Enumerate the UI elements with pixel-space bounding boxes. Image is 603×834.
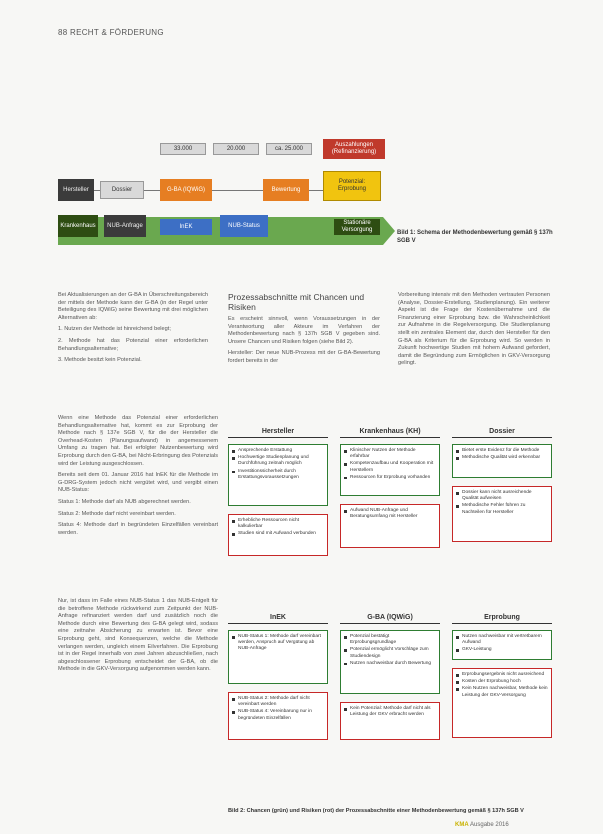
bullet-item: Nutzen nachweisbar mit vertretbarem Aufwand <box>462 634 548 646</box>
bullet-item: Kein Nutzen nachweisbar, Methode kein Leistung der GKV-Versorgung <box>462 686 548 698</box>
bullet-item: Methodische Fehler führen zu Nachteilen für Hersteller <box>462 503 548 515</box>
paragraph: Bereits seit dem 01. Januar 2016 hat InEK für die Methode im G-DRG-System jedoch nicht vergütet wird, und vergibt einen NUB-Status: <box>58 472 218 494</box>
bullet-item: NUB-Status 2: Methode darf nicht vereinbart werden <box>238 696 324 708</box>
assessment-box: Bewertung <box>263 179 309 201</box>
paragraph: Wenn eine Methode das Potenzial einer erforderlichen Behandlungsalternative hat, kommt es zur Erprobung der Methode nach § 137e SGB V, für die der Hersteller die Overhead-Kosten (Planungsaufwand) in angemessenem Umfang zu tragen hat. Bei erfolgter Nutzenbewertung wird Erprobung durch den G-BA, bei Nicht-Erbringung des Potenzials wird der Leistung ausgeschlossen. <box>58 415 218 467</box>
paragraph: Nur, ist dass im Falle eines NUB-Status 1 das NUB-Entgelt für die betroffene Methode rückwirkend zum Zeitpunkt der NUB-Anfrage refinanziert werden darf und zusätzlich noch die Methode durch eine Bewertung des G-BA gelegt wird, sodass eine zeitnahe Absicherung zu erwarten ist. Bevor eine Erprobung geht, sind Konsequenzen, welche die Methode verlangen werden, ungleich einem Eilverfahren. Die Erprobung ist in der Regel innerhalb von zwei Jahren abzuschließen, nach abgeschlossener Erprobung entscheidet der G-BA, ob die Methode in die GKV-Versorgung aufgenommen werden kann. <box>58 598 218 673</box>
list-item: Status 1: Methode darf als NUB abgerechnet werden. <box>58 498 191 505</box>
section-heading: Prozessabschnitte mit Chancen und Risiken <box>228 292 365 312</box>
risks-box <box>452 668 552 738</box>
list-item: 2. Methode hat das Potenzial einer erforderlichen Behandlungsalternative; <box>58 337 208 352</box>
arrow <box>212 190 263 191</box>
column-1-conclusion <box>58 598 218 678</box>
bullet-item: Investitionssicherheit durch Erstattungsvoraussetzungen <box>238 469 324 481</box>
bullet-item: Bietet erste Evidenz für die Methode <box>462 448 548 454</box>
arrow <box>144 190 160 191</box>
amount-box-3: ca. 25.000 <box>266 143 312 155</box>
bullet-item: Ansprechende Erstattung <box>238 448 324 454</box>
manufacturer-box: Hersteller <box>58 179 94 201</box>
figure-1-caption: Bild 1: Schema der Methodenbewertung gemäß § 137h SGB V <box>397 230 553 244</box>
column-1-status <box>58 415 218 541</box>
bullet-item: Erprobungsergebnis nicht ausreichend <box>462 672 548 678</box>
bullet-item: Potenzial ermöglicht Vorschläge zum Studiendesign <box>350 647 436 659</box>
risks-box <box>452 486 552 542</box>
paragraph: Es erscheint sinnvoll, wenn Voraussetzungen in der Verantwortung aller Akteure im Verfahren der Methodenbewertung nach § 137h SGB V gegeben sind. Unsere Chancen und Risiken folgen (siehe Bild 2). <box>228 316 380 345</box>
bullet-item: Kompetenzaufbau und Kooperation mit Herstellern <box>350 461 436 473</box>
paragraph: Hersteller: Der neue NUB-Prozess mit der G-BA-Bewertung fordert bereits in der <box>228 350 380 364</box>
figure-2-header-dossier: Dossier <box>452 428 552 438</box>
bullet-item: Nutzen nachweisbar durch Bewertung <box>350 661 436 667</box>
bullet-item: Hochwertige Studienplanung und Durchführung zeitnah möglich <box>238 455 324 467</box>
arrow <box>94 190 100 191</box>
bullet-item: Aufwand NUB-Anfrage und Beratungsumfang mit Hersteller <box>350 508 436 520</box>
dossier-box: Dossier <box>100 181 144 199</box>
risks-box <box>340 504 440 548</box>
amount-box-1: 33.000 <box>160 143 206 155</box>
list-item: Status 2: Methode darf nicht vereinbart werden. <box>58 510 176 517</box>
inek-box: InEK <box>160 219 212 235</box>
figure-2 <box>228 428 552 808</box>
nub-status-box: NUB-Status <box>220 215 268 237</box>
opportunities-box <box>340 444 440 496</box>
bullet-item: Methodische Qualität wird erkennbar <box>462 455 548 461</box>
column-2 <box>228 292 380 370</box>
gba-box: G-BA (IQWiG) <box>160 179 212 201</box>
list-item: 3. Methode besitzt kein Potenzial. <box>58 357 142 364</box>
bullet-item: Klinischer Nutzen der Methode erfahrbar <box>350 448 436 460</box>
bullet-item: Kosten der Erprobung hoch <box>462 679 548 685</box>
bullet-item: Kein Potenzial: Methode darf nicht als Leistung der GKV erbracht werden <box>350 706 436 718</box>
page-header: 88 RECHT & FÖRDERUNG <box>58 28 164 37</box>
care-band-arrow-icon <box>383 217 395 245</box>
opportunities-box <box>340 630 440 694</box>
footer-brand: KMA <box>455 822 469 828</box>
trial-box: Potenzial: Erprobung <box>323 171 381 201</box>
arrow <box>309 190 323 191</box>
list-item: 1. Nutzen der Methode ist hinreichend belegt; <box>58 326 171 333</box>
inpatient-care-box: Stationäre Versorgung <box>334 219 380 235</box>
paragraph: Vorbereitung intensiv mit den Methoden vertrauten Personen (Analyse, Dossier-Erstellung, Studienplanung). Ein weiterer Aspekt ist die Frage der Kostenübernahme und die Finanzierung einer Erprobung bzw. die Wahrscheinlichkeit zur Aufnahme in die Regelversorgung. Die Studienplanung stellt ein zentrales Element dar, durch den Hersteller für den G-BA als Kriterium für die Erprobung wird. So werden in Zukunft hochwertige Studien mit hohem Aufwand gefordert, damit die Begründung zum Ermöglichen in GKV-Versorgung gelingt. <box>398 292 550 367</box>
bullet-item: Studien sind mit Aufwand verbunden <box>238 531 324 537</box>
risks-box <box>228 514 328 556</box>
figure-2-header-hospital: Krankenhaus (KH) <box>340 428 440 438</box>
bullet-item: Ressourcen für Erprobung vorhanden <box>350 475 436 481</box>
paragraph: Bei Aktualisierungen an der G-BA in Überschreitungsbereich der mittels der Methode kann der G-BA (in der Regel unter Beteiligung des IQWiG) seine Bewertung mit drei möglichen Alternativen ab: <box>58 292 208 321</box>
figure-2-header-manufacturer: Hersteller <box>228 428 328 438</box>
column-3 <box>398 292 550 372</box>
column-1-intro <box>58 292 208 369</box>
risks-box <box>228 692 328 740</box>
figure-2-header-gba: G-BA (IQWiG) <box>340 614 440 624</box>
bullet-item: Erhebliche Ressourcen nicht kalkulierbar <box>238 518 324 530</box>
bullet-item: NUB-Status 4: Vereinbarung nur in begründeten Einzelfällen <box>238 709 324 721</box>
list-item: Status 4: Methode darf in begründeten Einzelfällen vereinbart werden. <box>58 522 218 536</box>
figure-2-header-trial: Erprobung <box>452 614 552 624</box>
opportunities-box <box>452 444 552 478</box>
hospital-box: Krankenhaus <box>58 215 98 237</box>
nub-request-box: NUB-Anfrage <box>104 215 146 237</box>
bullet-item: GKV-Leistung <box>462 647 548 653</box>
bullet-item: Dossier kann nicht ausreichende Qualität aufweisen <box>462 490 548 502</box>
bullet-item: Potenzial bestätigt Erprobungsgrundlage <box>350 634 436 646</box>
footer-issue: Ausgabe 2016 <box>470 822 509 828</box>
figure-2-header-inek: InEK <box>228 614 328 624</box>
refinancing-box: Auszahlungen (Refinanzierung) <box>323 139 385 159</box>
risks-box <box>340 702 440 740</box>
bullet-item: NUB-Status 1: Methode darf vereinbart werden, Anspruch auf Vergütung ab NUB-Anfrage <box>238 634 324 653</box>
figure-2-caption: Bild 2: Chancen (grün) und Risiken (rot) der Prozessabschnitte einer Methodenbewertung gemäß § 137h SGB V <box>228 808 524 814</box>
opportunities-box <box>228 444 328 506</box>
opportunities-box <box>452 630 552 660</box>
amount-box-2: 20.000 <box>213 143 259 155</box>
page-footer <box>455 822 509 828</box>
opportunities-box <box>228 630 328 684</box>
